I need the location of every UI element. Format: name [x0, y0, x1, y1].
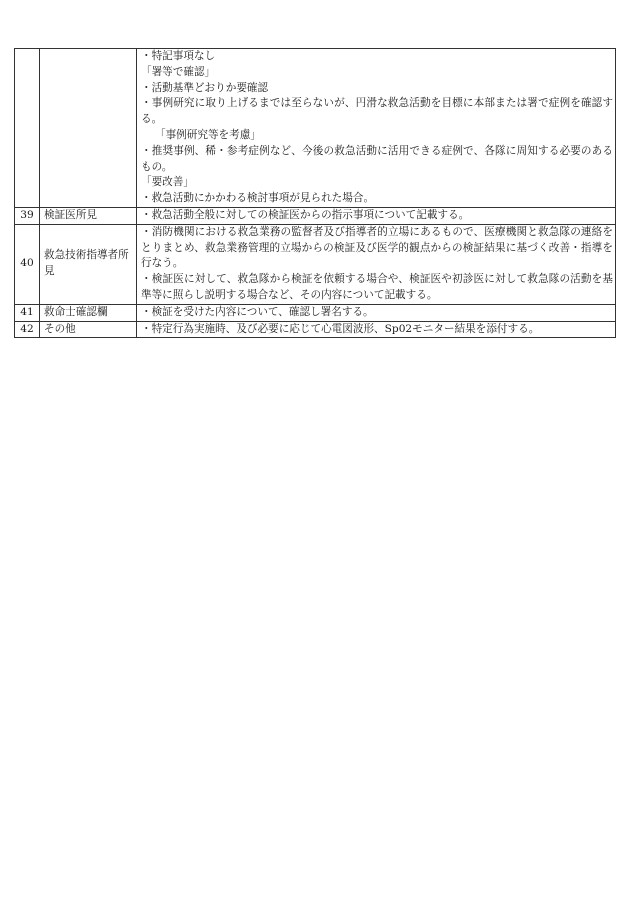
category-heading: 「要改善」 — [141, 176, 194, 189]
description-line: ・消防機関における救急業務の監督者及び指導者的立場にあるもので、医療機関と救急隊の連絡をとりまとめ、救急業務管理的立場からの検証及び医学的観点からの検証結果に基づく改善・指導を行なう。 — [141, 225, 613, 270]
description-line: ・検証を受けた内容について、確認し署名する。 — [141, 305, 374, 318]
item-name-cell — [40, 49, 137, 208]
description-line: ・特記事項なし — [141, 50, 216, 62]
category-heading: 「署等で確認」 — [141, 65, 216, 78]
table-row — [15, 207, 616, 224]
description-cell — [137, 49, 616, 208]
description-cell — [137, 207, 616, 224]
row-number-cell — [15, 49, 40, 208]
explanation-table — [14, 48, 616, 338]
row-number: 40 — [15, 224, 40, 304]
description-cell — [137, 304, 616, 321]
description-line: ・特定行為実施時、及び必要に応じて心電図波形、Sp02モニター結果を添付する。 — [141, 322, 540, 335]
description-line: ・推奨事例、稀・参考症例など、今後の救急活動に活用できる症例で、各隊に周知する必要のあるもの。 — [141, 144, 613, 173]
description-line: ・検証医に対して、救急隊から検証を依頼する場合や、検証医や初診医に対して救急隊の活動を基準等に照らし説明する場合など、その内容について記載する。 — [141, 273, 613, 301]
row-number: 42 — [15, 321, 40, 338]
table-row — [15, 321, 616, 338]
table-row-continued — [15, 49, 616, 208]
item-name: 救命士確認欄 — [40, 304, 137, 321]
row-number: 41 — [15, 304, 40, 321]
item-name: 検証医所見 — [40, 207, 137, 224]
description-cell — [137, 321, 616, 338]
table-row — [15, 304, 616, 321]
table-row — [15, 224, 616, 304]
document-page — [14, 48, 615, 338]
category-heading: 「事例研究等を考慮」 — [155, 128, 261, 141]
description-line: ・活動基準どおりか要確認 — [141, 81, 269, 94]
item-name: 救急技術指導者所見 — [40, 224, 137, 304]
item-name: その他 — [40, 321, 137, 338]
description-cell — [137, 224, 616, 304]
description-line: ・救急活動にかかわる検討事項が見られた場合。 — [141, 192, 375, 205]
description-line: ・事例研究に取り上げるまでは至らないが、円滑な救急活動を目標に本部または署で症例を確認する。 — [141, 97, 613, 126]
row-number: 39 — [15, 207, 40, 224]
description-line: ・救急活動全般に対しての検証医からの指示事項について記載する。 — [141, 208, 470, 221]
